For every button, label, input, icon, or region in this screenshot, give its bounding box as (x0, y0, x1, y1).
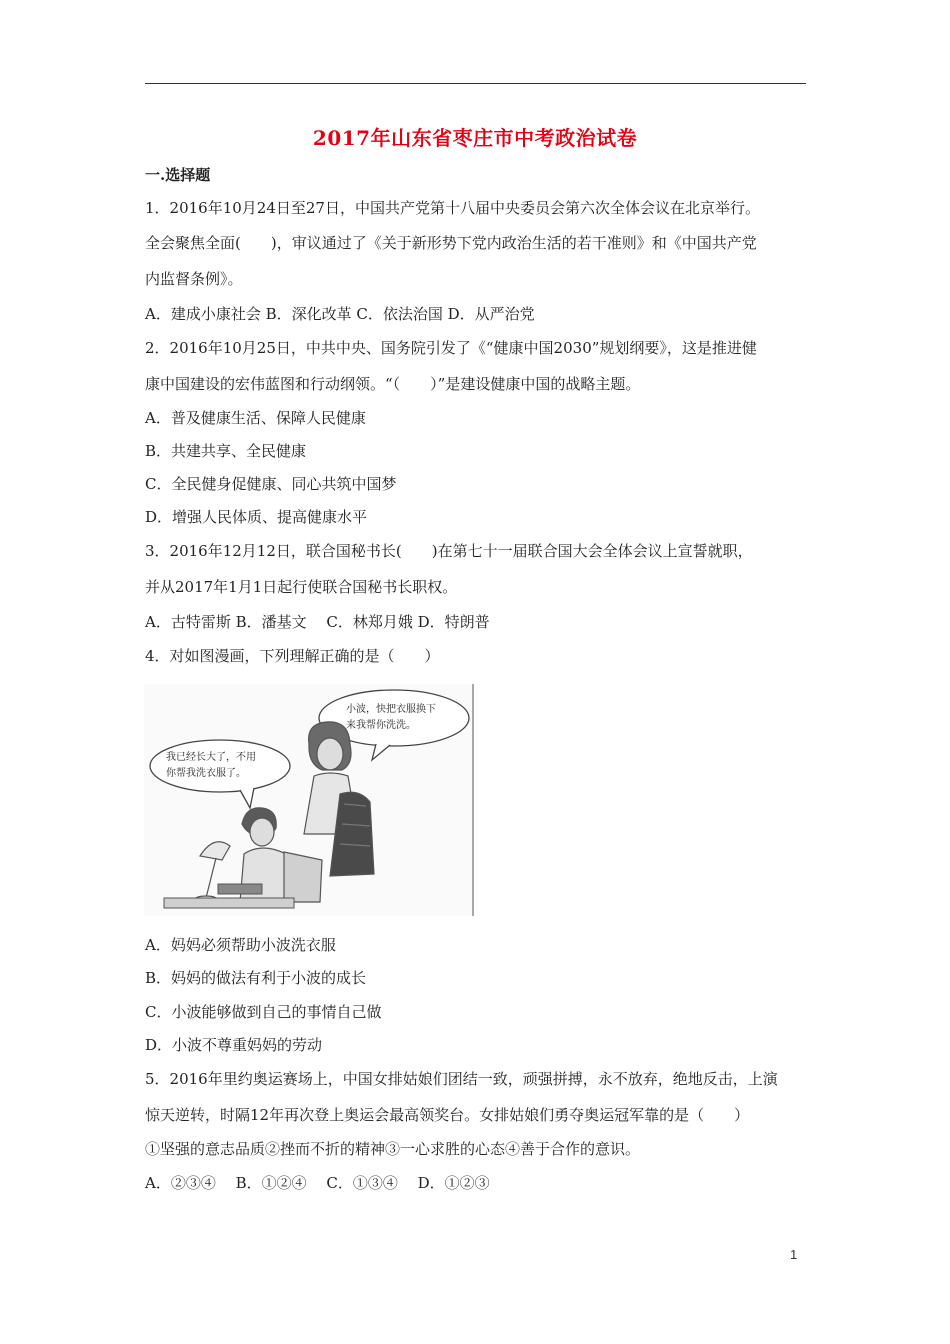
q5-options: A．②③④ B．①②④ C．①③④ D．①②③ (145, 1174, 490, 1192)
q1-line-3: 内监督条例》。 (145, 270, 243, 288)
q2-option-c: C．全民健身促健康、同心共筑中国梦 (145, 475, 397, 493)
q2-option-d: D．增强人民体质、提高健康水平 (145, 508, 368, 526)
son-bubble-line-1: 我已经长大了，不用 (166, 752, 256, 763)
page-number: 1 (790, 1247, 798, 1262)
section-heading: 一.选择题 (145, 166, 211, 184)
q5-line-2: 惊天逆转，时隔12年再次登上奥运会最高领奖台。女排姑娘们勇夺奥运冠军靠的是（ ） (145, 1106, 750, 1124)
son-speech-bubble (150, 740, 290, 792)
q2-option-b: B．共建共享、全民健康 (145, 442, 307, 460)
header-rule (145, 83, 806, 84)
q2-line-2: 康中国建设的宏伟蓝图和行动纲领。“（ ）”是建设健康中国的战略主题。 (145, 375, 641, 393)
son-bubble-line-2: 你帮我洗衣服了。 (166, 768, 246, 779)
mother-bubble-line-2: 来我帮你洗洗。 (346, 720, 416, 731)
q2-option-a: A．普及健康生活、保障人民健康 (145, 409, 366, 427)
q5-line-1: 5．2016年里约奥运赛场上，中国女排姑娘们团结一致，顽强拼搏，永不放弃，绝地反击，上演 (145, 1070, 778, 1088)
q1-line-1: 1．2016年10月24日至27日，中国共产党第十八届中央委员会第六次全体会议在北京举行。 (145, 199, 760, 217)
q4-option-a: A．妈妈必须帮助小波洗衣服 (145, 936, 336, 954)
q2-line-1: 2．2016年10月25日，中共中央、国务院引发了《“健康中国2030”规划纲要》，这是推进健 (145, 339, 757, 357)
cartoon-illustration (144, 684, 474, 916)
q3-line-2: 并从2017年1月1日起行使联合国秘书长职权。 (145, 578, 458, 596)
q4-option-d: D．小波不尊重妈妈的劳动 (145, 1036, 323, 1054)
document-title: 2017年山东省枣庄市中考政治试卷 (312, 126, 638, 150)
desk (164, 898, 294, 908)
q5-line-3: ①坚强的意志品质②挫而不折的精神③一心求胜的心态④善于合作的意识。 (145, 1140, 641, 1158)
q1-options: A．建成小康社会 B．深化改革 C．依法治国 D．从严治党 (145, 305, 535, 323)
q3-line-1: 3．2016年12月12日，联合国秘书长( )在第七十一届联合国大会全体会议上宣誓就职， (145, 542, 753, 560)
q3-options: A．古特雷斯 B．潘基文 C．林郑月娥 D．特朗普 (145, 613, 490, 631)
q1-line-2: 全会聚焦全面( )，审议通过了《关于新形势下党内政治生活的若干准则》和《中国共产党 (145, 234, 757, 252)
laptop (218, 884, 262, 894)
mother-bubble-line-1: 小波，快把衣服换下 (346, 704, 436, 715)
q4-option-b: B．妈妈的做法有利于小波的成长 (145, 969, 367, 987)
q4-stem: 4．对如图漫画，下列理解正确的是（ ） (145, 647, 440, 665)
q4-option-c: C．小波能够做到自己的事情自己做 (145, 1003, 382, 1021)
